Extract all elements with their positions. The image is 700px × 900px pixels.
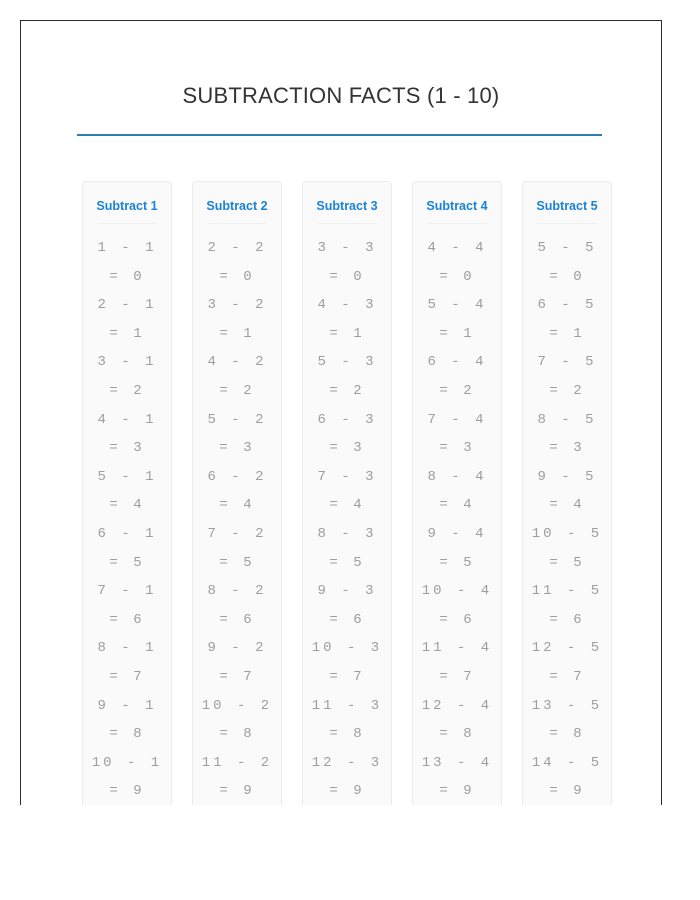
fact-column-header: Subtract 2 bbox=[206, 199, 268, 213]
page-title: SUBTRACTION FACTS (1 - 10) bbox=[182, 83, 500, 108]
fact-item: 13 - 5 = 8 bbox=[531, 697, 603, 743]
fact-item: 5 - 1 = 4 bbox=[97, 468, 157, 514]
card-divider bbox=[317, 223, 377, 224]
fact-list bbox=[197, 234, 277, 805]
fact-list bbox=[87, 234, 167, 805]
fact-item: 4 - 2 = 2 bbox=[207, 354, 267, 399]
fact-item: 4 - 4 = 0 bbox=[427, 240, 487, 285]
fact-item: 10 - 5 = 5 bbox=[531, 525, 603, 571]
fact-item: 11 - 2 = 9 bbox=[201, 754, 273, 800]
worksheet-content bbox=[21, 21, 661, 805]
fact-item: 3 - 1 = 2 bbox=[97, 354, 157, 399]
fact-columns bbox=[82, 181, 612, 805]
fact-item: 11 - 3 = 8 bbox=[311, 697, 383, 743]
fact-column-card bbox=[82, 181, 172, 805]
fact-item: 12 - 3 = 9 bbox=[311, 754, 383, 800]
worksheet-page bbox=[20, 20, 662, 805]
fact-item: 9 - 5 = 4 bbox=[537, 468, 597, 514]
fact-item: 8 - 5 = 3 bbox=[537, 411, 597, 457]
card-divider bbox=[537, 223, 597, 224]
fact-item: 12 - 5 = 7 bbox=[531, 640, 603, 685]
fact-item: 2 - 2 = 0 bbox=[207, 240, 267, 285]
fact-item: 6 - 1 = 5 bbox=[97, 525, 157, 571]
fact-item: 6 - 2 = 4 bbox=[207, 468, 267, 514]
fact-item: 3 - 3 = 0 bbox=[317, 240, 377, 285]
card-divider bbox=[97, 223, 157, 224]
fact-item: 8 - 1 = 7 bbox=[97, 640, 157, 685]
fact-column-card bbox=[522, 181, 612, 805]
fact-item: 7 - 5 = 2 bbox=[537, 354, 597, 399]
fact-item: 9 - 3 = 6 bbox=[317, 583, 377, 628]
fact-item: 7 - 3 = 4 bbox=[317, 468, 377, 514]
fact-column-header: Subtract 1 bbox=[96, 199, 158, 213]
fact-column-header: Subtract 4 bbox=[426, 199, 488, 213]
fact-item: 7 - 2 = 5 bbox=[207, 525, 267, 571]
fact-item: 8 - 2 = 6 bbox=[207, 583, 267, 628]
fact-item: 4 - 1 = 3 bbox=[97, 411, 157, 457]
fact-item: 11 - 4 = 7 bbox=[421, 640, 493, 685]
fact-item: 5 - 5 = 0 bbox=[537, 240, 597, 285]
card-divider bbox=[427, 223, 487, 224]
fact-item: 5 - 3 = 2 bbox=[317, 354, 377, 399]
fact-item: 7 - 4 = 3 bbox=[427, 411, 487, 457]
fact-item: 6 - 5 = 1 bbox=[537, 297, 597, 342]
title-divider bbox=[77, 134, 602, 136]
fact-column-card bbox=[412, 181, 502, 805]
fact-item: 10 - 4 = 6 bbox=[421, 583, 493, 628]
fact-item: 3 - 2 = 1 bbox=[207, 297, 267, 342]
fact-list bbox=[417, 234, 497, 805]
fact-column-card bbox=[302, 181, 392, 805]
fact-item: 9 - 1 = 8 bbox=[97, 697, 157, 743]
fact-item: 5 - 4 = 1 bbox=[427, 297, 487, 342]
fact-column-card bbox=[192, 181, 282, 805]
fact-item: 5 - 2 = 3 bbox=[207, 411, 267, 457]
fact-item: 2 - 1 = 1 bbox=[97, 297, 157, 342]
fact-item: 7 - 1 = 6 bbox=[97, 583, 157, 628]
fact-column-header: Subtract 5 bbox=[536, 199, 598, 213]
fact-item: 9 - 2 = 7 bbox=[207, 640, 267, 685]
card-divider bbox=[207, 223, 267, 224]
fact-item: 6 - 3 = 3 bbox=[317, 411, 377, 457]
fact-item: 4 - 3 = 1 bbox=[317, 297, 377, 342]
fact-item: 11 - 5 = 6 bbox=[531, 583, 603, 628]
fact-list bbox=[307, 234, 387, 805]
fact-item: 13 - 4 = 9 bbox=[421, 754, 493, 800]
fact-item: 12 - 4 = 8 bbox=[421, 697, 493, 743]
fact-item: 8 - 3 = 5 bbox=[317, 525, 377, 571]
fact-item: 14 - 5 = 9 bbox=[531, 754, 603, 800]
fact-item: 10 - 3 = 7 bbox=[311, 640, 383, 685]
fact-item: 9 - 4 = 5 bbox=[427, 525, 487, 571]
fact-item: 6 - 4 = 2 bbox=[427, 354, 487, 399]
fact-item: 8 - 4 = 4 bbox=[427, 468, 487, 514]
fact-column-header: Subtract 3 bbox=[316, 199, 378, 213]
fact-item: 10 - 2 = 8 bbox=[201, 697, 273, 743]
fact-item: 1 - 1 = 0 bbox=[97, 240, 157, 285]
fact-item: 10 - 1 = 9 bbox=[91, 754, 163, 800]
fact-list bbox=[527, 234, 607, 805]
